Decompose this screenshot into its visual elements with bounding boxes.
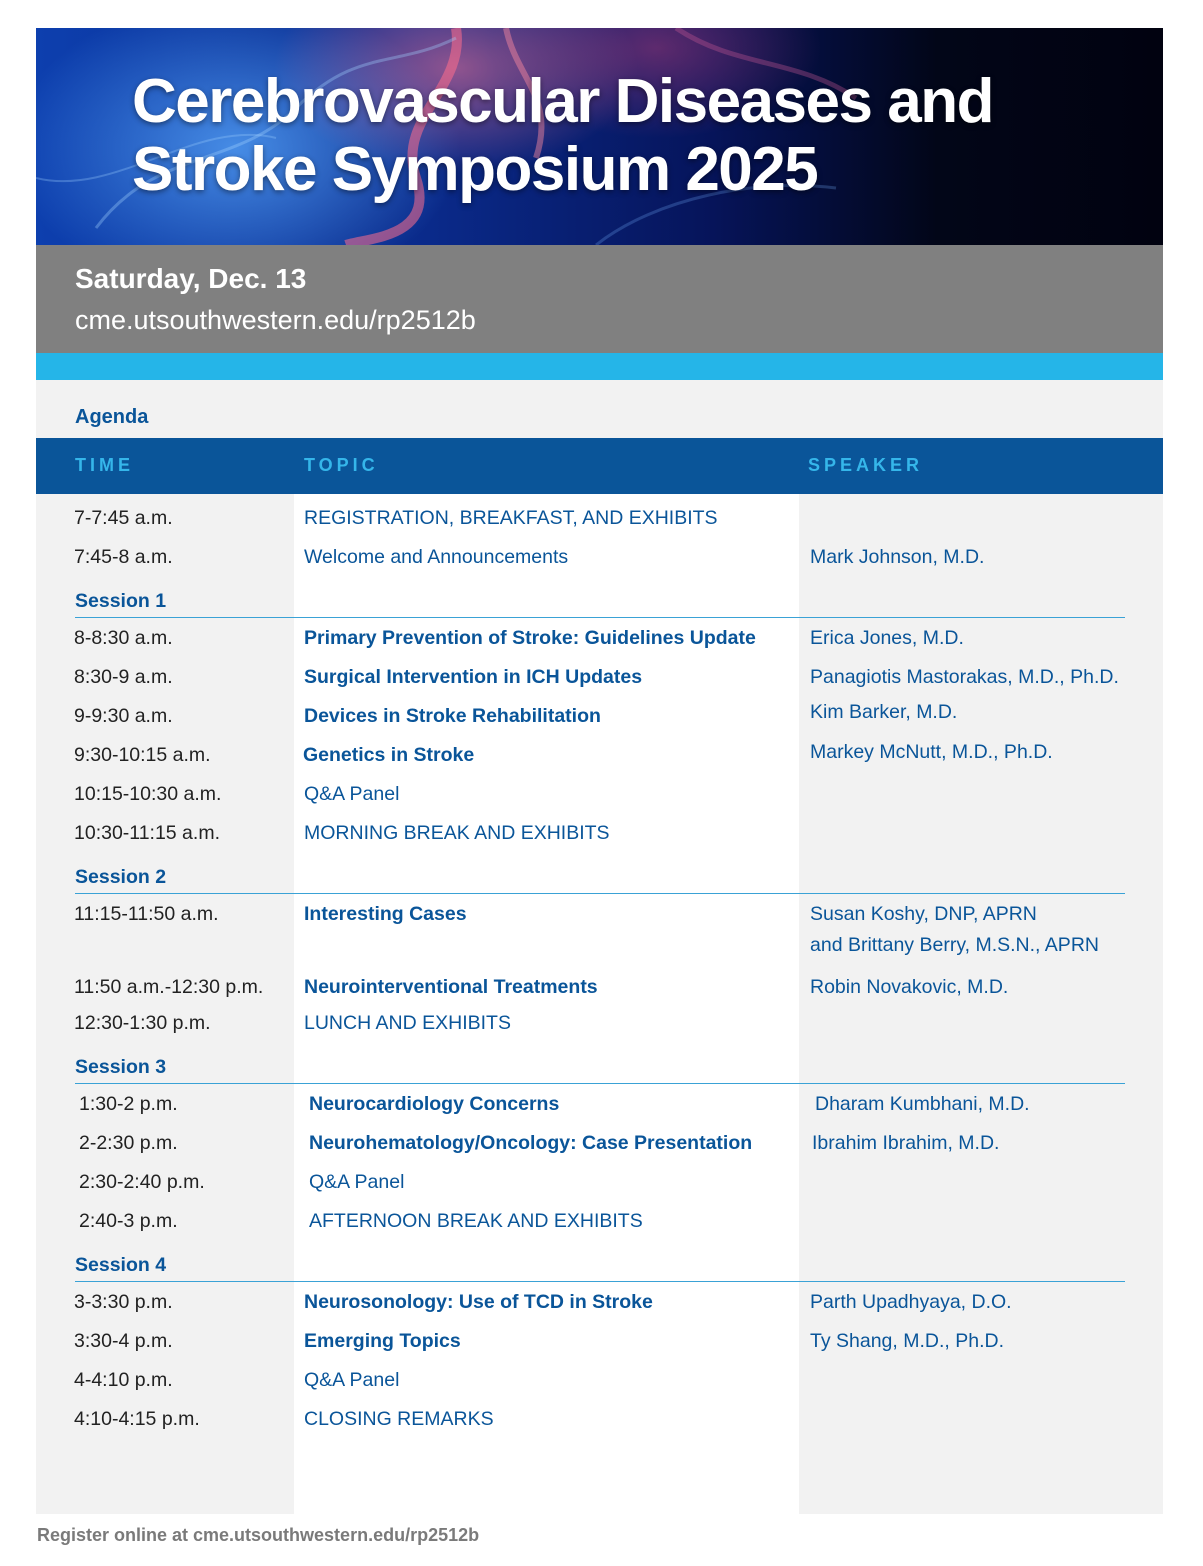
row-time: 7:45-8 a.m. — [74, 546, 173, 568]
row-topic: REGISTRATION, BREAKFAST, AND EXHIBITS — [304, 507, 718, 529]
session-divider — [75, 1083, 1125, 1084]
event-date: Saturday, Dec. 13 — [75, 263, 307, 294]
session-divider — [75, 1281, 1125, 1282]
row-time: 9-9:30 a.m. — [74, 705, 173, 727]
event-url[interactable]: cme.utsouthwestern.edu/rp2512b — [75, 305, 476, 335]
row-time: 7-7:45 a.m. — [74, 507, 173, 529]
row-time: 11:50 a.m.-12:30 p.m. — [74, 976, 264, 998]
row-speaker: Panagiotis Mastorakas, M.D., Ph.D. — [810, 666, 1119, 688]
row-time: 11:15-11:50 a.m. — [74, 903, 219, 925]
row-speaker: Parth Upadhyaya, D.O. — [810, 1291, 1012, 1313]
row-speaker: Ibrahim Ibrahim, M.D. — [812, 1132, 1000, 1154]
accent-divider — [36, 353, 1163, 380]
session-heading: Session 2 — [75, 866, 167, 888]
row-time: 2:30-2:40 p.m. — [79, 1171, 205, 1193]
row-topic: CLOSING REMARKS — [304, 1408, 494, 1430]
title-line-1: Cerebrovascular Diseases and — [132, 67, 993, 136]
page-title — [132, 68, 993, 204]
header-banner — [36, 28, 1163, 245]
row-speaker: Markey McNutt, M.D., Ph.D. — [810, 741, 1053, 763]
row-time: 4:10-4:15 p.m. — [74, 1408, 200, 1430]
row-time: 10:15-10:30 a.m. — [74, 783, 222, 805]
row-time: 10:30-11:15 a.m. — [74, 822, 220, 844]
session-divider — [75, 617, 1125, 618]
row-topic: Neurocardiology Concerns — [309, 1093, 560, 1115]
row-topic: Neurohematology/Oncology: Case Presentation — [309, 1132, 753, 1154]
row-topic: AFTERNOON BREAK AND EXHIBITS — [309, 1210, 643, 1232]
row-topic: Devices in Stroke Rehabilitation — [304, 705, 601, 727]
row-speaker: Erica Jones, M.D. — [810, 627, 964, 649]
row-speaker: Ty Shang, M.D., Ph.D. — [810, 1330, 1004, 1352]
session-heading: Session 1 — [75, 590, 167, 612]
session-heading: Session 4 — [75, 1254, 167, 1276]
row-topic: Q&A Panel — [304, 1369, 400, 1391]
row-speaker: Kim Barker, M.D. — [810, 701, 958, 723]
title-line-2: Stroke Symposium 2025 — [132, 135, 818, 204]
row-topic: LUNCH AND EXHIBITS — [304, 1012, 511, 1034]
row-topic: Neurosonology: Use of TCD in Stroke — [304, 1291, 653, 1313]
row-topic: Q&A Panel — [304, 783, 400, 805]
row-topic: MORNING BREAK AND EXHIBITS — [304, 822, 610, 844]
row-speaker: Dharam Kumbhani, M.D. — [815, 1093, 1030, 1115]
row-topic: Genetics in Stroke — [303, 744, 475, 766]
row-time: 1:30-2 p.m. — [79, 1093, 178, 1115]
row-speaker: Susan Koshy, DNP, APRN — [810, 903, 1037, 925]
row-topic: Neurointerventional Treatments — [304, 976, 598, 998]
row-speaker-line-2: and Brittany Berry, M.S.N., APRN — [810, 934, 1099, 956]
session-divider — [75, 893, 1125, 894]
row-topic: Primary Prevention of Stroke: Guidelines Update — [304, 627, 756, 649]
column-header-topic: TOPIC — [304, 455, 379, 475]
agenda-heading: Agenda — [75, 406, 149, 428]
row-time: 2-2:30 p.m. — [79, 1132, 178, 1154]
row-time: 2:40-3 p.m. — [79, 1210, 178, 1232]
footer-registration-note: Register online at cme.utsouthwestern.edu/rp2512b — [37, 1525, 480, 1545]
row-topic: Welcome and Announcements — [304, 546, 569, 568]
agenda-table-header — [36, 438, 1163, 494]
column-header-speaker: SPEAKER — [808, 455, 924, 475]
row-time: 3-3:30 p.m. — [74, 1291, 173, 1313]
row-topic: Interesting Cases — [304, 903, 467, 925]
row-time: 8-8:30 a.m. — [74, 627, 173, 649]
row-speaker: Robin Novakovic, M.D. — [810, 976, 1009, 998]
row-topic: Q&A Panel — [309, 1171, 405, 1193]
event-info-bar — [36, 245, 1163, 353]
row-time: 3:30-4 p.m. — [74, 1330, 173, 1352]
row-speaker: Mark Johnson, M.D. — [810, 546, 985, 568]
row-time: 4-4:10 p.m. — [74, 1369, 173, 1391]
row-topic: Emerging Topics — [304, 1330, 461, 1352]
row-time: 9:30-10:15 a.m. — [74, 744, 211, 766]
row-time: 8:30-9 a.m. — [74, 666, 173, 688]
row-time: 12:30-1:30 p.m. — [74, 1012, 211, 1034]
column-header-time: TIME — [75, 455, 134, 475]
session-heading: Session 3 — [75, 1056, 167, 1078]
row-topic: Surgical Intervention in ICH Updates — [304, 666, 643, 688]
